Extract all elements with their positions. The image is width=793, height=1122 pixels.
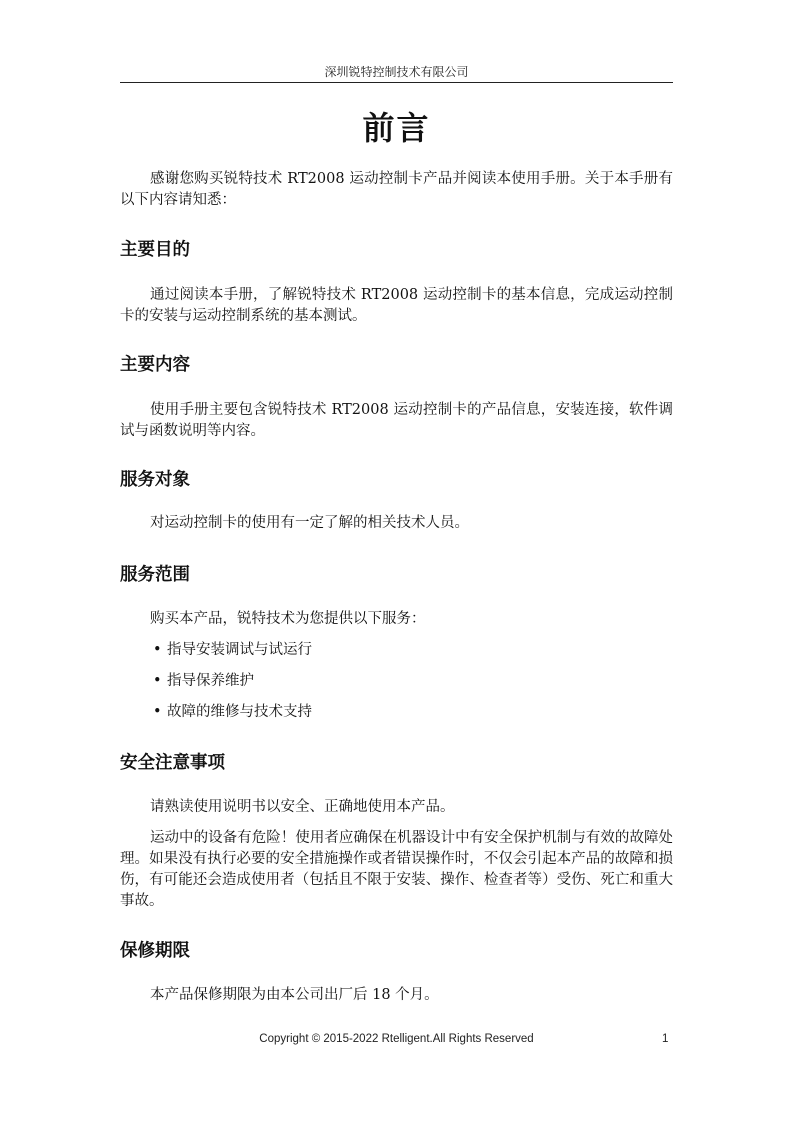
heading-safety: 安全注意事项	[120, 753, 225, 773]
header-divider	[120, 82, 673, 83]
scope-bullet-item	[153, 640, 312, 661]
scope-bullet-item	[153, 702, 312, 723]
heading-audience: 服务对象	[120, 470, 190, 490]
content-paragraph: 使用手册主要包含锐特技术 RT2008 运动控制卡的产品信息，安装连接，软件调试与函数说明等内容。	[120, 402, 673, 439]
purpose-paragraph: 通过阅读本手册，了解锐特技术 RT2008 运动控制卡的基本信息，完成运动控制卡的安装与运动控制系统的基本测试。	[120, 287, 673, 324]
heading-warranty: 保修期限	[120, 941, 190, 961]
warranty-paragraph: 本产品保修期限为由本公司出厂后 18 个月。	[150, 987, 439, 1003]
intro-paragraph: 感谢您购买锐特技术 RT2008 运动控制卡产品并阅读本使用手册。关于本手册有以下内容请知悉：	[120, 171, 673, 208]
bullet-text: 故障的维修与技术支持	[167, 704, 312, 720]
heading-purpose: 主要目的	[120, 240, 190, 260]
heading-scope: 服务范围	[120, 565, 190, 585]
page-number: 1	[662, 1033, 669, 1045]
safety-paragraph-2: 运动中的设备有危险！使用者应确保在机器设计中有安全保护机制与有效的故障处理。如果没有执行必要的安全措施操作或者错误操作时，不仅会引起本产品的故障和损伤，有可能还会造成使用者（包括且不限于安装、操作、检查者等）受伤、死亡和重大事故。	[120, 830, 673, 909]
bullet-text: 指导安装调试与试运行	[167, 642, 312, 658]
footer-copyright: Copyright © 2015-2022 Rtelligent.All Rights Reserved	[259, 1033, 534, 1045]
heading-content: 主要内容	[120, 355, 190, 375]
safety-paragraph-1: 请熟读使用说明书以安全、正确地使用本产品。	[150, 799, 455, 815]
page-title: 前言	[362, 109, 431, 147]
audience-paragraph: 对运动控制卡的使用有一定了解的相关技术人员。	[150, 515, 469, 531]
scope-paragraph: 购买本产品，锐特技术为您提供以下服务：	[150, 611, 426, 627]
bullet-dot-icon: •	[153, 704, 162, 720]
page-header-company: 深圳锐特控制技术有限公司	[324, 65, 469, 79]
bullet-text: 指导保养维护	[167, 673, 254, 689]
bullet-dot-icon: •	[153, 673, 162, 689]
bullet-dot-icon: •	[153, 642, 162, 658]
scope-bullet-item	[153, 671, 254, 692]
